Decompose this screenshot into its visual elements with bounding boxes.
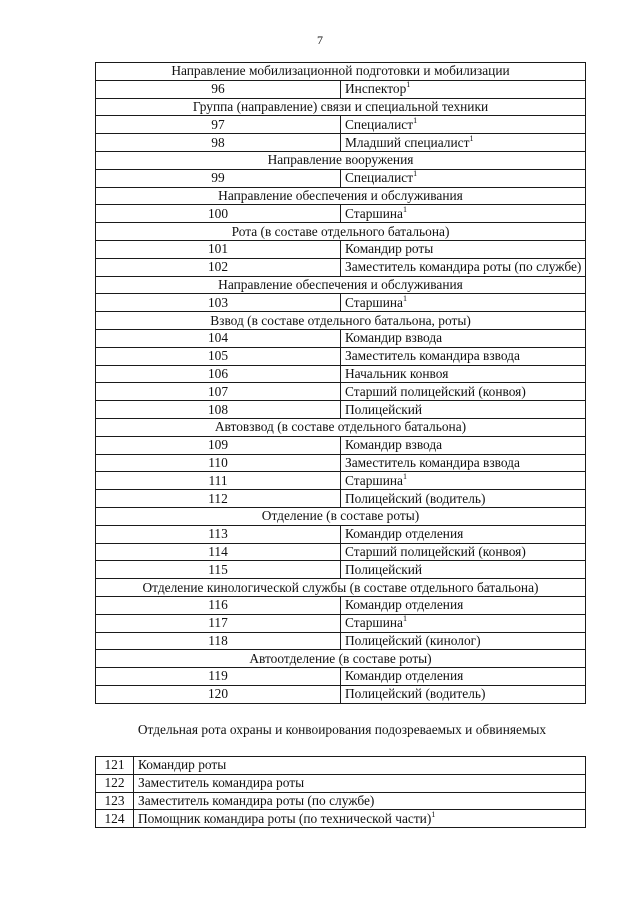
section-header-row	[96, 579, 586, 597]
position-title: Полицейский (водитель)	[345, 686, 486, 702]
section-header-row	[96, 312, 586, 330]
row-number: 107	[96, 383, 341, 401]
table-row	[96, 383, 586, 401]
position-cell	[341, 454, 586, 472]
position-title: Старшина	[345, 472, 403, 488]
table-row	[96, 596, 586, 614]
position-title: Заместитель командира взвода	[345, 454, 520, 470]
position-title: Командир взвода	[345, 330, 443, 346]
position-cell	[134, 757, 586, 775]
table-row	[96, 685, 586, 703]
page-number: 7	[317, 33, 323, 47]
row-number: 104	[96, 329, 341, 347]
table-row	[96, 169, 586, 187]
table-row	[96, 561, 586, 579]
position-title: Командир взвода	[345, 437, 443, 453]
positions-table-body	[96, 63, 586, 704]
position-title: Командир отделения	[345, 668, 464, 684]
section-header-row	[96, 276, 586, 294]
table-row	[96, 543, 586, 561]
position-title: Полицейский	[345, 401, 423, 417]
row-number: 114	[96, 543, 341, 561]
section-header: Направление обеспечения и обслуживания	[96, 187, 586, 205]
position-title: Командир роты	[345, 241, 434, 257]
position-title: Старшина	[345, 294, 403, 310]
position-cell	[341, 685, 586, 703]
row-number: 110	[96, 454, 341, 472]
position-cell	[341, 632, 586, 650]
company-positions-table	[95, 756, 586, 828]
position-cell	[341, 472, 586, 490]
table-row	[96, 134, 586, 152]
position-title: Специалист	[345, 116, 414, 132]
row-number: 120	[96, 685, 341, 703]
position-cell	[341, 525, 586, 543]
table-row	[96, 614, 586, 632]
row-number: 99	[96, 169, 341, 187]
position-cell	[341, 205, 586, 223]
section-header-row	[96, 187, 586, 205]
position-cell	[341, 490, 586, 508]
row-number: 115	[96, 561, 341, 579]
position-cell	[134, 792, 586, 810]
position-cell	[341, 436, 586, 454]
position-title: Полицейский	[345, 561, 423, 577]
row-number: 97	[96, 116, 341, 134]
table-row	[96, 294, 586, 312]
position-title: Заместитель командира роты (по службе)	[138, 792, 375, 808]
footnote-marker: 1	[469, 133, 474, 143]
section-header-row	[96, 98, 586, 116]
section-header-row	[96, 63, 586, 81]
footnote-marker: 1	[403, 471, 407, 481]
table-row	[96, 668, 586, 686]
position-cell	[341, 561, 586, 579]
row-number: 98	[96, 134, 341, 152]
position-cell	[341, 668, 586, 686]
footnote-marker: 1	[403, 293, 407, 303]
table-row	[96, 329, 586, 347]
table-row	[96, 792, 586, 810]
row-number: 112	[96, 490, 341, 508]
section-header: Отделение (в составе роты)	[96, 507, 586, 525]
position-title: Младший специалист	[345, 134, 470, 150]
position-title: Полицейский (кинолог)	[345, 632, 481, 648]
position-cell	[341, 401, 586, 419]
section-header: Направление мобилизационной подготовки и мобилизации	[96, 63, 586, 81]
table-row	[96, 472, 586, 490]
row-number: 118	[96, 632, 341, 650]
position-title: Старшина	[345, 615, 403, 631]
position-title: Заместитель командира взвода	[345, 348, 520, 364]
position-cell	[341, 134, 586, 152]
position-title: Заместитель командира роты	[138, 775, 305, 791]
row-number: 119	[96, 668, 341, 686]
position-title: Помощник командира роты (по технической части)	[138, 810, 432, 826]
position-cell	[134, 810, 586, 828]
table-row	[96, 205, 586, 223]
table-row	[96, 454, 586, 472]
section-header: Отделение кинологической службы (в составе отдельного батальона)	[96, 579, 586, 597]
position-cell	[341, 614, 586, 632]
position-cell	[341, 240, 586, 258]
position-cell	[341, 116, 586, 134]
section-header: Взвод (в составе отдельного батальона, роты)	[96, 312, 586, 330]
section-caption: Отдельная рота охраны и конвоирования подозреваемых и обвиняемых	[137, 722, 547, 737]
table-row	[96, 810, 586, 828]
footnote-marker: 1	[413, 169, 418, 179]
table-row	[96, 240, 586, 258]
position-cell	[341, 365, 586, 383]
row-number: 102	[96, 258, 341, 276]
row-number: 106	[96, 365, 341, 383]
section-header: Автоотделение (в составе роты)	[96, 650, 586, 668]
position-cell	[341, 383, 586, 401]
positions-table	[95, 62, 586, 704]
position-title: Старший полицейский (конвоя)	[345, 383, 526, 399]
row-number: 117	[96, 614, 341, 632]
position-title: Командир отделения	[345, 526, 464, 542]
row-number: 121	[96, 757, 134, 775]
table-row	[96, 757, 586, 775]
row-number: 124	[96, 810, 134, 828]
footnote-marker: 1	[403, 204, 407, 214]
position-cell	[341, 294, 586, 312]
position-title: Начальник конвоя	[345, 365, 449, 381]
row-number: 109	[96, 436, 341, 454]
section-header: Направление вооружения	[96, 151, 586, 169]
position-cell	[341, 543, 586, 561]
row-number: 103	[96, 294, 341, 312]
row-number: 105	[96, 347, 341, 365]
position-cell	[341, 329, 586, 347]
footnote-marker: 1	[406, 80, 411, 90]
footnote-marker: 1	[403, 614, 407, 624]
row-number: 108	[96, 401, 341, 419]
table-row	[96, 116, 586, 134]
position-cell	[341, 258, 586, 276]
section-header-row	[96, 418, 586, 436]
row-number: 101	[96, 240, 341, 258]
position-title: Полицейский (водитель)	[345, 490, 486, 506]
position-cell	[341, 347, 586, 365]
position-title: Специалист	[345, 170, 414, 186]
footnote-marker: 1	[413, 115, 418, 125]
section-header-row	[96, 151, 586, 169]
table-row	[96, 347, 586, 365]
position-cell	[341, 169, 586, 187]
table-row	[96, 490, 586, 508]
row-number: 116	[96, 596, 341, 614]
position-title: Командир отделения	[345, 597, 464, 613]
position-cell	[341, 596, 586, 614]
position-cell	[341, 80, 586, 98]
company-positions-table-body	[96, 757, 586, 828]
row-number: 100	[96, 205, 341, 223]
position-title: Заместитель командира роты (по службе)	[345, 259, 582, 275]
table-row	[96, 632, 586, 650]
row-number: 113	[96, 525, 341, 543]
row-number: 111	[96, 472, 341, 490]
section-header: Автовзвод (в составе отдельного батальона)	[96, 418, 586, 436]
section-header-row	[96, 223, 586, 241]
row-number: 123	[96, 792, 134, 810]
section-header-row	[96, 650, 586, 668]
position-title: Старший полицейский (конвоя)	[345, 543, 526, 559]
footnote-marker: 1	[431, 809, 436, 819]
row-number: 122	[96, 774, 134, 792]
table-row	[96, 525, 586, 543]
section-header: Группа (направление) связи и специальной техники	[96, 98, 586, 116]
table-row	[96, 80, 586, 98]
section-header: Направление обеспечения и обслуживания	[96, 276, 586, 294]
row-number: 96	[96, 80, 341, 98]
table-row	[96, 365, 586, 383]
section-header-row	[96, 507, 586, 525]
table-row	[96, 436, 586, 454]
table-row	[96, 774, 586, 792]
position-title: Инспектор	[345, 81, 407, 97]
table-row	[96, 258, 586, 276]
position-cell	[134, 774, 586, 792]
position-title: Старшина	[345, 205, 403, 221]
position-title: Командир роты	[138, 757, 227, 773]
section-header: Рота (в составе отдельного батальона)	[96, 223, 586, 241]
table-row	[96, 401, 586, 419]
